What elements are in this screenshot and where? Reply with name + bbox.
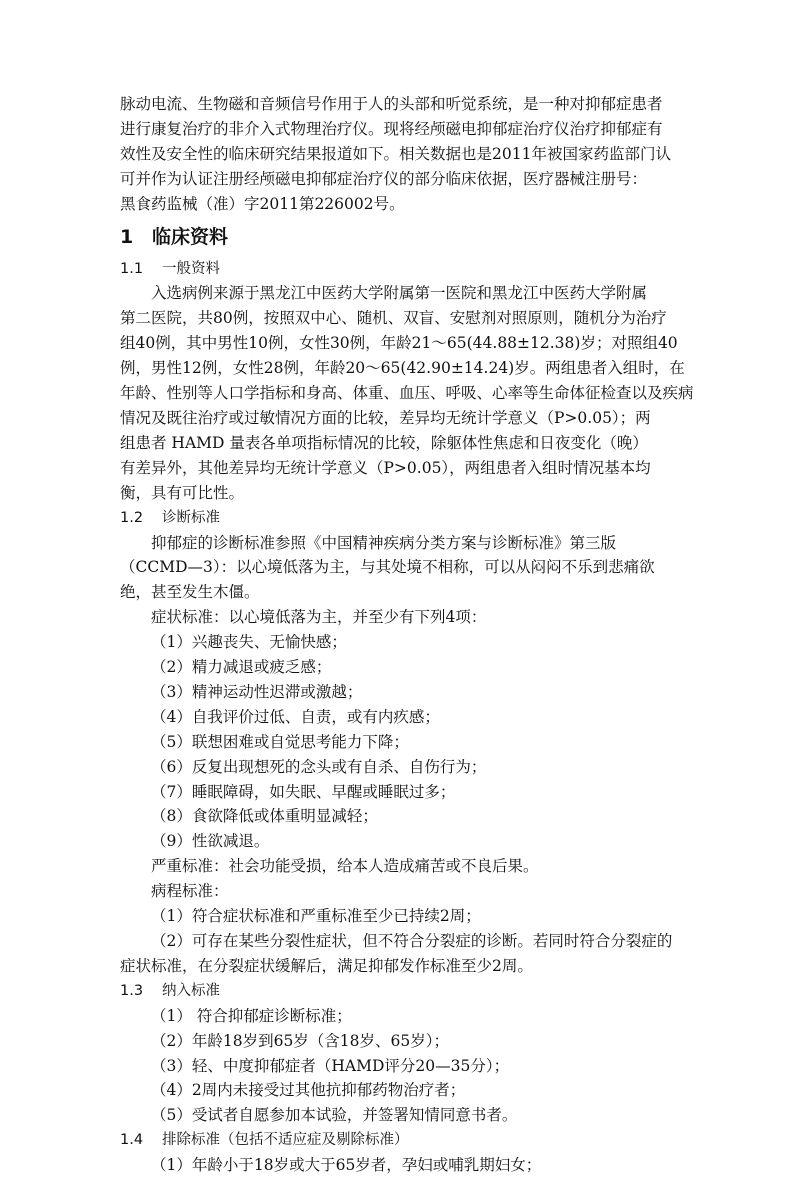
section-title: 临床资料 bbox=[152, 225, 229, 248]
section-heading-1 bbox=[120, 217, 680, 257]
subsection-title: 排除标准（包括不适应症及剔除标准） bbox=[162, 1132, 409, 1149]
list-item: （5）受试者自愿参加本试验，并签署知情同意书者。 bbox=[151, 1106, 518, 1125]
intro-line: 进行康复治疗的非介入式物理治疗仪。现将经颅磁电抑郁症治疗仪治疗抑郁症有 bbox=[120, 119, 663, 138]
list-item: （4）自我评价过低、自责，或有内疚感； bbox=[151, 707, 440, 726]
list-item: （3）精神运动性迟滞或激越； bbox=[151, 682, 363, 701]
paragraph-line: 绝，甚至发生木僵。 bbox=[120, 583, 260, 602]
paragraph-line: 抑郁症的诊断标准参照《中国精神疾病分类方案与诊断标准》第三版 bbox=[151, 533, 617, 552]
diagnosis-paragraph bbox=[120, 531, 680, 979]
paragraph-line: （CCMD—3）：以心境低落为主，与其处境不相称，可以从闷闷不乐到悲痛欲 bbox=[120, 558, 655, 577]
paragraph-line: 第二医院，共80例，按照双中心、随机、双盲、安慰剂对照原则，随机分为治疗 bbox=[120, 309, 667, 328]
list-item: （2）精力减退或疲乏感； bbox=[151, 658, 332, 677]
paragraph-line: 情况及既往治疗或过敏情况方面的比较，差异均无统计学意义（P>0.05）；两 bbox=[120, 408, 651, 427]
intro-line: 脉动电流、生物磁和音频信号作用于人的头部和听觉系统，是一种对抑郁症患者 bbox=[120, 95, 663, 113]
section-number: 1 bbox=[120, 225, 134, 248]
list-item: （1）符合症状标准和严重标准至少已持续2周； bbox=[151, 907, 481, 926]
subsection-number: 1.3 bbox=[120, 982, 144, 999]
intro-line: 效性及安全性的临床研究结果报道如下。相关数据也是2011年被国家药监部门认 bbox=[120, 144, 671, 163]
subsection-heading-1-3 bbox=[120, 979, 680, 1004]
subsection-title: 一般资料 bbox=[162, 260, 220, 277]
list-item: （2）可存在某些分裂性症状，但不符合分裂症的诊断。若同时符合分裂症的 bbox=[151, 932, 673, 950]
paragraph-line: 入选病例来源于黑龙江中医药大学附属第一医院和黑龙江中医药大学附属 bbox=[151, 284, 648, 303]
paragraph-line: 组患者 HAMD 量表各单项指标情况的比较，除躯体性焦虑和日夜变化（晚） bbox=[120, 433, 648, 452]
list-item: （4）2周内未接受过其他抗抑郁药物治疗者； bbox=[151, 1081, 466, 1100]
list-item: （7）睡眠障碍，如失眠、早醒或睡眠过多； bbox=[151, 782, 456, 801]
list-item: （5）联想困难或自觉思考能力下降； bbox=[151, 732, 409, 751]
intro-paragraph bbox=[120, 92, 680, 217]
list-item: （1） 符合抑郁症诊断标准； bbox=[151, 1006, 352, 1025]
paragraph-line: 症状标准，在分裂症状缓解后，满足抑郁发作标准至少2周。 bbox=[120, 956, 533, 975]
list-item: （3）轻、中度抑郁症者（HAMD评分20—35分）； bbox=[151, 1056, 510, 1075]
subsection-heading-1-4 bbox=[120, 1128, 680, 1153]
list-item: （2）年龄18岁到65岁（含18岁、65岁）； bbox=[151, 1031, 450, 1050]
paragraph-line: 年龄、性别等人口学指标和身高、体重、血压、呼吸、心率等生命体征检查以及疾病 bbox=[120, 384, 694, 403]
subsection-number: 1.1 bbox=[120, 260, 144, 277]
inclusion-list bbox=[120, 1004, 680, 1129]
subsection-title: 诊断标准 bbox=[162, 509, 220, 526]
document-page bbox=[120, 92, 694, 1178]
subsection-heading-1-2 bbox=[120, 506, 680, 531]
severity-criteria: 严重标准：社会功能受损，给本人造成痛苦或不良后果。 bbox=[151, 857, 539, 876]
list-item: （8）食欲降低或体重明显减轻； bbox=[151, 807, 378, 826]
symptom-label: 症状标准：以心境低落为主，并至少有下列4项： bbox=[151, 608, 487, 627]
paragraph-line: 衡，具有可比性。 bbox=[120, 483, 245, 502]
exclusion-list bbox=[120, 1153, 680, 1178]
subsection-title: 纳入标准 bbox=[162, 982, 220, 999]
intro-line: 黑食药监械（准）字2011第226002号。 bbox=[120, 194, 405, 213]
paragraph-line: 例，男性12例，女性28例，年龄20～65(42.90±14.24)岁。两组患者入组时，在 bbox=[120, 359, 685, 378]
subsection-heading-1-1 bbox=[120, 257, 680, 282]
intro-line: 可并作为认证注册经颅磁电抑郁症治疗仪的部分临床依据，医疗器械注册号： bbox=[120, 169, 648, 188]
list-item: （9）性欲减退。 bbox=[151, 832, 270, 851]
paragraph-line: 有差异外，其他差异均无统计学意义（P>0.05），两组患者入组时情况基本均 bbox=[120, 458, 651, 477]
list-item: （6）反复出现想死的念头或有自杀、自伤行为； bbox=[151, 757, 487, 776]
subsection-number: 1.4 bbox=[120, 1132, 144, 1149]
paragraph-line: 组40例，其中男性10例，女性30例，年龄21～65(44.88±12.38)岁；对照组40 bbox=[120, 334, 678, 353]
course-label: 病程标准： bbox=[151, 882, 229, 901]
general-data-paragraph bbox=[120, 281, 694, 505]
subsection-number: 1.2 bbox=[120, 509, 144, 526]
list-item: （1）兴趣丧失、无愉快感； bbox=[151, 633, 347, 652]
list-item: （1）年龄小于18岁或大于65岁者，孕妇或哺乳期妇女； bbox=[151, 1156, 542, 1175]
